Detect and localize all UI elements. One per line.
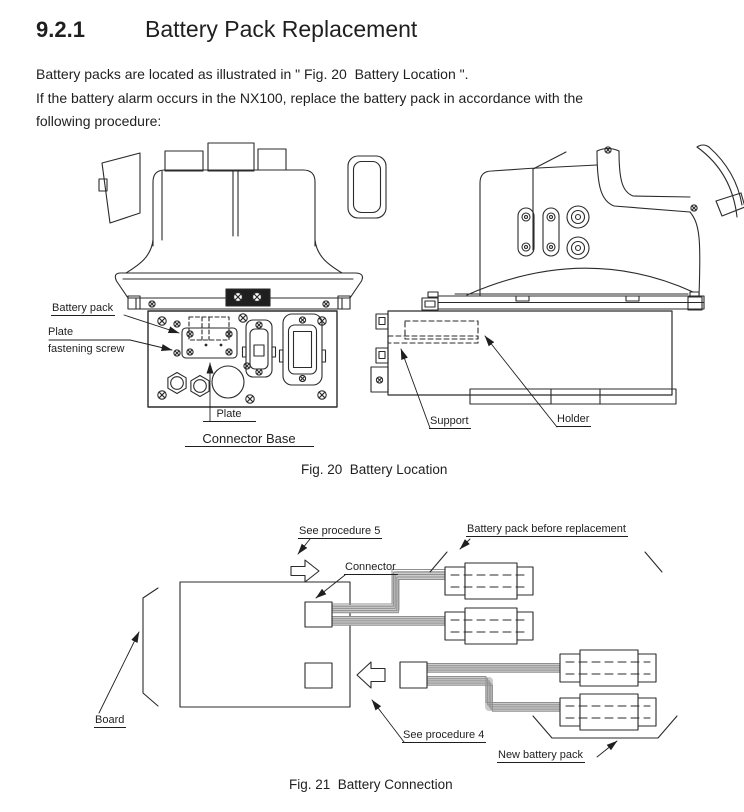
procedure4-block-arrow-icon [357,662,385,688]
fig20-caption: Fig. 20 Battery Location [301,462,448,477]
section-heading [36,16,417,43]
label-connector-base: Connector Base [185,433,314,447]
fig20-right-leader-arrows [401,336,557,428]
support-holder-box [371,311,676,404]
fig21-diagram [143,552,677,738]
new-pack-connector-square [400,662,427,688]
section-number: 9.2.1 [36,17,85,42]
label-plate-fastening-line1: Plate [48,326,74,338]
rect-connector-small [243,320,276,377]
body-text [36,63,583,134]
label-holder: Holder [557,413,590,425]
label-battery-pack: Battery pack [52,302,114,314]
label-see-procedure-4: See procedure 4 [403,729,485,741]
label-plate-fastening-line2: fastening screw [48,343,125,355]
robot-side-view [422,145,744,310]
connector-base-panel [148,311,337,407]
robot-front-view [99,143,386,309]
body-text-line: If the battery alarm occurs in the NX100, replace the battery pack in accordance with the [36,89,584,106]
fig21-caption: Fig. 21 Battery Connection [289,777,453,792]
robot-arm [597,145,744,296]
label-see-procedure-5: See procedure 5 [299,525,381,537]
procedure5-block-arrow-icon [291,560,319,582]
body-text-line: Battery packs are located as illustrated in " Fig. 20 Battery Location ". [36,66,469,82]
label-plate: Plate [203,408,256,422]
new-battery-pack-1 [560,650,656,686]
body-text-line: following procedure: [36,113,162,129]
label-battery-pack-before: Battery pack before replacement [467,523,626,535]
board-socket-square [305,663,332,688]
connector-square [305,602,332,627]
center-bracket [226,289,270,306]
label-new-battery-pack: New battery pack [498,749,583,761]
board-bracket [143,588,158,706]
battery-pack-before-1 [445,563,533,599]
battery-pack-before-2 [445,608,533,644]
new-battery-pack-2 [560,694,656,730]
before-pack-bracket-right [645,552,662,572]
section-title: Battery Pack Replacement [145,16,418,42]
rect-connector-large [280,314,326,385]
label-connector: Connector [345,561,396,573]
label-support: Support [430,415,469,427]
label-board: Board [95,714,125,726]
